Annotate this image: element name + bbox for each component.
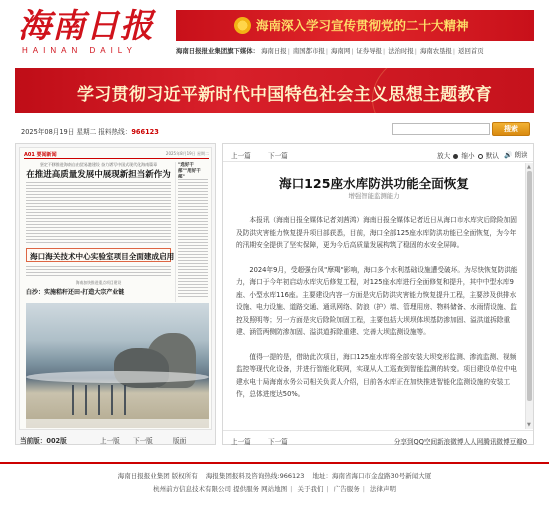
party-emblem-icon [234, 17, 251, 34]
paper-text-block[interactable] [26, 181, 171, 243]
photo-wave [26, 371, 209, 383]
current-date: 2025年08月19日 星期二 [21, 128, 97, 136]
photo-people [66, 385, 126, 415]
current-edition-label: 当前版：002版 [20, 437, 67, 445]
page-thumbnail-panel [15, 143, 216, 445]
article-text [236, 214, 520, 413]
default-size-label[interactable]: 默认 [485, 152, 499, 160]
article-paragraph: 本报讯（海南日报全媒体记者刘茜鸿）海南日报全媒体记者近日从海口市水库灾后除险加固及防洪灾害能力恢复提升项目部获悉，目前，海口全部125座水库防洪功能已全面恢复，为今年的汛期安全提供了坚实保障，更为今后高质量发展构筑了稳固的水安全屏障。 [236, 216, 517, 249]
article-panel [222, 143, 534, 445]
paper-side-text [178, 178, 208, 298]
zoom-in-label[interactable]: 放大 [437, 152, 451, 160]
paper-header [24, 151, 209, 159]
edition-list-link[interactable]: 版面 [173, 437, 187, 445]
footer-about-link[interactable]: 关于我们 [297, 485, 324, 493]
media-link-securities[interactable]: 证券导报 [356, 47, 382, 55]
article-body [223, 163, 525, 429]
footer-hotline: 海报集团报料及咨询热线:966123 [205, 472, 305, 480]
prev-article-link-bottom[interactable]: 上一篇 [231, 438, 251, 446]
scroll-up-arrow-icon[interactable]: ▲ [527, 164, 531, 170]
media-link-hainan-daily[interactable]: 海南日报 [261, 47, 287, 55]
site-header [0, 0, 549, 64]
footer-address: 地址：海南省海口市金盘路30号新闻大厦 [312, 472, 432, 480]
newspaper-page-image[interactable] [19, 147, 212, 430]
top-banner-text: 海南深入学习宣传贯彻党的二十大精神 [256, 18, 469, 33]
theme-banner-text: 学习贯彻习近平新时代中国特色社会主义思想主题教育 [77, 85, 493, 105]
paper-headline-3[interactable]: 白沙：实施秸秆还田·打造大宗产业链 [26, 289, 125, 296]
speaker-icon: 🔊 [504, 151, 513, 159]
footer-legal-link[interactable]: 法律声明 [370, 485, 396, 493]
footer-ads-link[interactable]: 广告服务 [333, 485, 360, 493]
share-links[interactable]: 分享到QQ空间新浪微博人人网腾讯微博豆瓣0 [393, 438, 527, 446]
media-link-home[interactable]: 返回首页 [458, 47, 484, 55]
scroll-down-arrow-icon[interactable]: ▼ [527, 422, 531, 428]
footer-links-row: 杭州前方信息技术有限公司 提供服务 网站地图 | 关于我们 | 广告服务 | 法律声明 [153, 485, 396, 493]
paper-text-block-2[interactable] [26, 265, 171, 278]
paper-side-column[interactable] [175, 162, 209, 302]
top-banner[interactable] [176, 10, 534, 41]
article-scrollbar[interactable] [525, 163, 533, 429]
zoom-out-label[interactable]: 缩小 [461, 152, 475, 160]
read-aloud-label: 朗读 [514, 151, 528, 159]
footer-sitemap-link[interactable]: 提供服务 网站地图 [233, 485, 288, 493]
paper-subhead-3: 海南加快推进重点项目建设 [75, 280, 122, 285]
article-footer [223, 430, 533, 445]
article-paragraph: 值得一提的是，借助此次项目，海口125座水库将全部安装大坝变形监测、渗流监测、视频监控等现代化设备，并进行智能化联网，实现从人工巡查到智能监测的转变。项目建设单位中电建水电十局海南水务公司相关负责人介绍，目前各水库正在加快推进智能化监测设施的安装工作，总体进度达50%。 [236, 352, 517, 398]
footer-tech-provider[interactable]: 杭州前方信息技术有限公司 [153, 485, 231, 493]
edition-nav [16, 433, 215, 445]
media-links-lead: 海南日报报业集团旗下媒体： [176, 47, 260, 55]
zoom-in-icon[interactable] [453, 154, 458, 159]
media-link-nongken[interactable]: 海南农垦报 [419, 47, 452, 55]
footer-copyright: 海南日报报业集团 版权所有 [117, 472, 198, 480]
scrollbar-thumb[interactable] [527, 171, 532, 401]
article-subtitle: 增强智能监测能力 [348, 192, 400, 200]
paper-headline-1[interactable]: 在推进高质量发展中展现新担当新作为 [26, 170, 171, 180]
photo-caption-strip [26, 419, 209, 428]
paper-header-right: 2025年8月19日 星期二 [165, 151, 209, 156]
font-size-tools [437, 150, 499, 160]
prev-article-link[interactable]: 上一篇 [231, 152, 251, 160]
article-toolbar [223, 144, 533, 162]
media-link-legal-times[interactable]: 法治时报 [388, 47, 414, 55]
next-article-link[interactable]: 下一篇 [268, 152, 288, 160]
search-button[interactable]: 搜索 [492, 122, 530, 136]
date-bar [15, 120, 534, 140]
media-link-hainan-net[interactable]: 海南网 [331, 47, 351, 55]
hotline-label: 报料热线： [98, 128, 132, 136]
search-input[interactable] [392, 123, 490, 135]
logo-chinese: 海南日报 [18, 6, 154, 45]
paper-side-title: "选好干部""用好干 [178, 163, 201, 174]
footer-info-row [0, 471, 549, 480]
article-title: 海口125座水库防洪功能全面恢复 [278, 176, 469, 191]
zoom-out-icon[interactable] [478, 154, 483, 159]
article-paragraph: 2024年9月，受超强台风"摩羯"影响，海口多个水利基础设施遭受破坏。为尽快恢复防洪能力，海口于今年初启动水库灾后修复工程，对125座水库进行全面修复和提升，其中中型水库9座、小型水库116座。主要建设内容一方面是灾后防洪灾害能力恢复提升工程，主要涉及供排水设施、电力设施、道路交通、通讯网络、防浪（护）墙、管理用房、物料储备、水雨情设施、监控及照明等；另一方面是灾后除险加固工程，主要包括大坝坝体坝基防渗加固、溢洪道拆除重建、涵管两侧防渗加固、溢洪道拆除重建、完善大坝监测设施等。 [236, 265, 518, 336]
read-aloud-button[interactable] [504, 149, 528, 159]
next-edition-link[interactable]: 下一版 [133, 437, 153, 445]
next-article-link-bottom[interactable]: 下一篇 [268, 438, 288, 446]
prev-edition-link[interactable]: 上一版 [100, 437, 120, 445]
site-footer [0, 462, 549, 506]
paper-photo[interactable] [26, 303, 209, 428]
hotline-number: 966123 [131, 128, 159, 136]
media-links-bar: 海南日报报业集团旗下媒体： 海南日报| 南国都市报| 海南网| 证券导报| 法治时报| 海南农垦报| 返回首页 [176, 47, 484, 55]
logo-english: HAINAN DAILY [22, 46, 137, 55]
date-info [21, 126, 159, 136]
media-link-nanguo-metro[interactable]: 南国都市报 [292, 47, 325, 55]
paper-kicker: 坚定不移推进海南自由贸易港建设 奋力谱写中国式现代化海南篇章 [39, 162, 158, 167]
paper-headline-2[interactable]: 海口海关技术中心实验室项目全面建成启用 [26, 248, 171, 262]
theme-banner[interactable] [15, 68, 534, 113]
paper-header-left: A01 要闻新闻 [24, 152, 57, 158]
site-logo[interactable] [18, 8, 168, 56]
